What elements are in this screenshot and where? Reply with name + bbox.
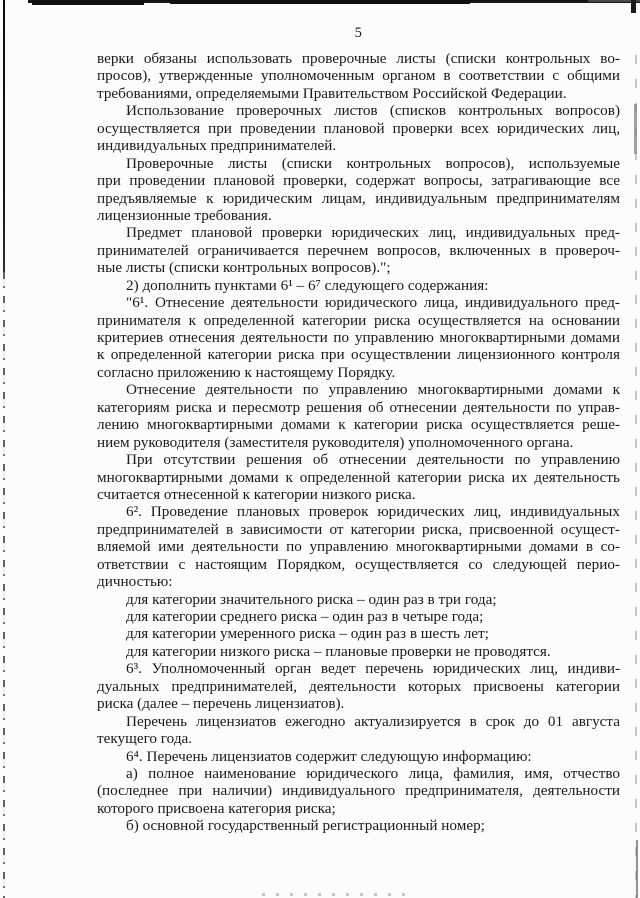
text-line: дичностью: <box>97 573 173 591</box>
text-line: верки обязаны использовать проверочные листы (списки контрольных во- <box>97 50 620 67</box>
scan-artifact-corner-tick <box>631 0 636 13</box>
text-line: ответствии с настоящим Порядком, осуществляется со следующей перио- <box>97 555 620 573</box>
text-line: дуальных предпринимателей, деятельности которых присвоены категории <box>97 677 620 695</box>
text-line: при проведении плановой проверки, содержат вопросы, затрагивающие все <box>97 172 620 190</box>
text-line: лению многоквартирными домами к категории риска осуществляется реше- <box>97 416 620 434</box>
text-line: Предмет плановой проверки юридических лиц, индивидуальных пред- <box>126 224 620 242</box>
text-line: 6². Проведение плановых проверок юридических лиц, индивидуальных <box>126 503 620 521</box>
scan-artifact-right-edge <box>635 55 637 898</box>
page-number: 5 <box>354 25 363 41</box>
text-line: предпринимателей в зависимости от категории риска, присвоенной осущест- <box>97 520 620 538</box>
text-line: лицензионные требования. <box>97 206 272 224</box>
text-line: принимателей ограничивается перечнем вопросов, включенных в провероч- <box>97 241 620 259</box>
text-line: которого присвоена категория риска; <box>97 799 336 817</box>
text-line: категориям риска и пересмотр решения об отнесении деятельности по управ- <box>97 398 620 416</box>
text-line: для категории среднего риска – один раз в четыре года; <box>126 608 484 625</box>
scan-artifact-bottom-smudge <box>262 893 412 896</box>
text-line: При отсутствии решения об отнесении деятельности по управлению <box>126 451 620 469</box>
text-line: б) основной государственный регистрационный номер; <box>126 817 485 835</box>
text-line: 2) дополнить пунктами 6¹ – 6⁷ следующего содержания: <box>126 276 489 294</box>
scan-artifact-left-edge-dashed <box>3 272 5 898</box>
text-line: для категории умеренного риска – один раз в шесть лет; <box>126 625 489 643</box>
text-line: требованиями, определяемыми Правительством Российской Федерации. <box>97 84 567 102</box>
text-line: Проверочные листы (списки контрольных вопросов), используемые <box>126 154 620 172</box>
text-line: согласно приложению к настоящему Порядку. <box>97 363 396 381</box>
scan-artifact-right-edge-mark <box>636 840 638 898</box>
text-line: считается отнесенной к категории низкого риска. <box>97 485 416 503</box>
text-line: (последнее при наличии) индивидуального предпринимателя, деятельности <box>97 782 620 800</box>
scan-artifact-right-edge-mark <box>634 104 637 154</box>
text-line: предъявляемые к юридическим лицам, индивидуальным предпринимателям <box>97 189 620 207</box>
scan-artifact-top-edge-fade <box>588 0 640 2</box>
text-line: просов), утвержденные уполномоченным органом в соответствии с общими <box>97 67 620 85</box>
text-line: индивидуальных предпринимателей. <box>97 137 337 155</box>
text-line: к определенной категории риска при осуществлении лицензионного контроля <box>97 346 620 364</box>
scan-artifact-top-edge <box>28 0 640 3</box>
text-line: многоквартирными домами к определенной категории риска их деятельность <box>97 468 620 486</box>
text-line: осуществляется при проведении плановой проверки всех юридических лиц, <box>97 119 620 137</box>
text-line: для категории значительного риска – один раз в три года; <box>126 590 497 608</box>
scan-artifact-left-edge <box>3 0 5 272</box>
text-line: а) полное наименование юридического лица, фамилия, имя, отчество <box>126 764 620 782</box>
text-line: Перечень лицензиатов ежегодно актуализируется в срок до 01 августа <box>126 712 620 730</box>
text-line: 6⁴. Перечень лицензиатов содержит следующую информацию: <box>126 747 532 765</box>
text-line: текущего года. <box>97 730 193 748</box>
text-line: риска (далее – перечень лицензиатов). <box>97 695 345 713</box>
text-line: 6³. Уполномоченный орган ведет перечень юридических лиц, индиви- <box>126 660 620 678</box>
text-line: Отнесение деятельности по управлению многоквартирными домами к <box>126 381 620 399</box>
text-line: ные листы (списки контрольных вопросов)."; <box>97 259 391 277</box>
text-line: вляемой ими деятельности по управлению многоквартирными домами в со- <box>97 538 620 556</box>
text-line: критериев отнесения деятельности по управлению многоквартирными домами <box>97 329 620 346</box>
text-line: "6¹. Отнесение деятельности юридического лица, индивидуального пред- <box>126 294 620 312</box>
scan-artifact-top-edge-blob <box>170 0 470 4</box>
text-block <box>97 50 620 835</box>
text-line: Использование проверочных листов (списков контрольных вопросов) <box>126 102 620 120</box>
scan-artifact-top-edge-blob <box>32 0 144 5</box>
text-line: для категории низкого риска – плановые проверки не проводятся. <box>126 642 551 660</box>
text-line: принимателя к определенной категории риска осуществляется на основании <box>97 311 620 329</box>
text-line: нием руководителя (заместителя руководителя) уполномоченного органа. <box>97 433 574 451</box>
